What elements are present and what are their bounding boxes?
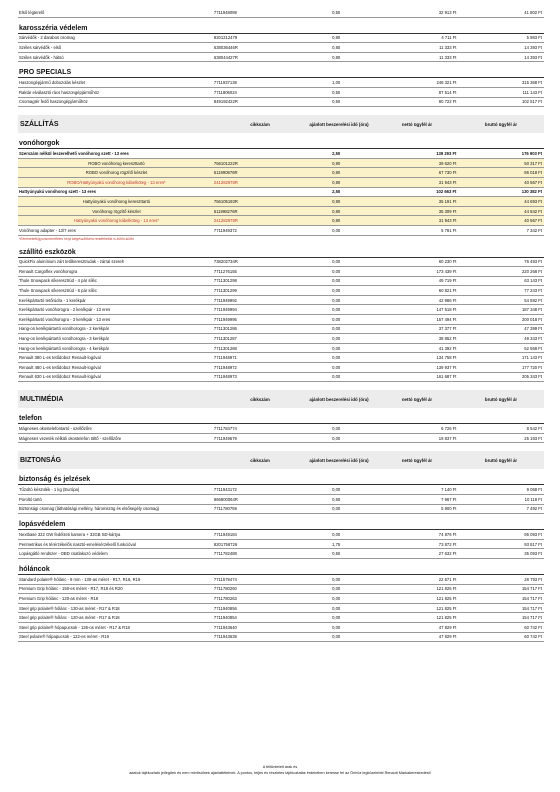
item-name: Thule Snowpack síkeresztrúd - 4 pár síléc: [19, 278, 97, 284]
item-name: Raktár elválasztó rács haszongépjárműhöz: [19, 89, 100, 95]
item-net-price: 248 321 Ft: [436, 80, 457, 86]
group-title: PRO SPECIALS: [18, 68, 544, 78]
item-install-time: 0,00: [332, 268, 341, 274]
table-row: [18, 315, 544, 325]
item-code: 7711948089: [213, 9, 237, 15]
table-row: [18, 325, 544, 335]
section-header-title: SZÁLLÍTÁS: [20, 120, 59, 128]
item-name: Poroltó tartó: [19, 496, 42, 502]
item-code: 7711301298: [213, 278, 237, 284]
item-code: 7711301288: [213, 345, 237, 351]
item-install-time: 0,00: [332, 595, 341, 601]
group-title: lopásvédelem: [18, 520, 544, 530]
item-name: Kerékpártartó vonóhorogra - 2 kerékpár - 13 eres: [19, 307, 111, 313]
item-install-time: 0,80: [332, 179, 341, 185]
item-name: Perimetrikus és térérzékelős riasztó-emelésérzékelő funkcióval: [19, 541, 136, 547]
item-install-time: 0,00: [332, 586, 341, 592]
item-install-time: 0,00: [332, 364, 341, 370]
item-net-price: 147 518 Ft: [436, 307, 457, 313]
table-row: [18, 363, 544, 373]
item-gross-price: 93 817 Ft: [524, 541, 542, 547]
item-net-price: 80 722 Ft: [438, 99, 457, 105]
item-net-price: 38 852 Ft: [438, 336, 457, 342]
item-install-time: 0,90: [332, 198, 341, 204]
column-header-net-price: nettó ügyfél ár: [401, 457, 433, 463]
table-row: [18, 434, 544, 444]
item-name: Tűzoltó készülék - 1 kg (Európa): [19, 487, 80, 493]
item-install-time: 0,00: [332, 374, 341, 380]
item-code: 7711806024: [213, 89, 237, 95]
table-row: [18, 613, 544, 623]
item-net-price: 7 967 Ft: [441, 496, 457, 502]
item-install-time: 0,00: [332, 307, 341, 313]
item-gross-price: 77 243 Ft: [524, 288, 542, 294]
item-net-price: 173 439 Ft: [436, 268, 457, 274]
item-name: Standard polaire® hólánc - 9 mm - 130-as méret - R17, R18, R19: [19, 576, 141, 582]
column-header-code: cikkszám: [250, 121, 270, 127]
item-name: Biztonsági csomag (láthatósági mellény, háromszög és elsősegély csomag): [19, 506, 160, 512]
table-row: [18, 575, 544, 585]
item-install-time: 1,00: [332, 80, 341, 86]
item-name: Steel polaire® hópapucsok - 122-es méret - R19: [19, 634, 109, 640]
item-install-time: 0,60: [332, 496, 341, 502]
item-name: Mágneses vezeték nélküli okostelefon töltő - szellőzőre: [19, 435, 122, 441]
item-code: 511990876R: [213, 170, 238, 176]
item-gross-price: 111 143 Ft: [522, 89, 542, 95]
item-gross-price: 7 342 Ft: [526, 227, 542, 233]
item-code: 756101222R: [213, 160, 238, 166]
table-row: [18, 286, 544, 296]
item-code: 7711782488: [213, 551, 237, 557]
item-net-price: 139 293 Ft: [436, 150, 457, 156]
item-install-time: 0,00: [332, 487, 341, 493]
table-row: [18, 197, 544, 207]
item-name: Nextbase 322 GW fedélzeti kamera + 32GB SD-kártya: [19, 531, 121, 537]
item-net-price: 161 687 Ft: [436, 374, 457, 380]
item-code: 7711949992: [213, 297, 237, 303]
item-name: Kerékpártartó vonóhorogra - 3 kerékpár - 13 eres: [19, 316, 111, 322]
item-gross-price: 44 842 Ft: [524, 208, 542, 214]
item-name: Renault 380 L-es tetődoboz Renault-logóval: [19, 355, 101, 361]
item-net-price: 41 392 Ft: [438, 345, 457, 351]
item-gross-price: 8 542 Ft: [526, 426, 542, 432]
section-header-title: BIZTONSÁG: [20, 456, 62, 464]
item-name: Hattyúnyakú vonóhorog kábelköteg - 13 eres*: [73, 218, 159, 224]
item-install-time: 0,50: [332, 9, 341, 15]
footer-line-2: adatok tájékoztató jellegűek és nem minősülnek ajánlattételnek. A pontos, teljes és részletes tájékoztatás érdekében keresse fel az Önhöz legközelebbi Renault Márkakereskedést!: [129, 771, 431, 775]
item-gross-price: 25 193 Ft: [524, 435, 542, 441]
item-name: Steel grip polaire® hópapucsok - 136-os méret - R17 & R18: [19, 624, 130, 630]
item-net-price: 134 758 Ft: [436, 355, 457, 361]
item-code: 738202734R: [213, 259, 238, 265]
item-net-price: 47 829 Ft: [438, 634, 457, 640]
item-code: 7711949994: [213, 307, 237, 313]
item-net-price: 19 837 Ft: [438, 435, 457, 441]
item-name: Szerszám nélkül leszerelhető vonóhorog szett - 13 eres: [19, 150, 129, 156]
item-net-price: 67 730 Ft: [438, 170, 457, 176]
item-net-price: 35 309 Ft: [438, 208, 457, 214]
item-install-time: 0,00: [332, 605, 341, 611]
item-code: 7711780759: [213, 506, 237, 512]
item-code: 7711301299: [213, 288, 237, 294]
column-header-net-price: nettó ügyfél ár: [401, 396, 433, 402]
table-row: [18, 334, 544, 344]
item-install-time: 0,90: [332, 160, 341, 166]
item-install-time: 1,75: [332, 541, 341, 547]
item-gross-price: 176 903 Ft: [521, 150, 542, 156]
item-install-time: 0,00: [332, 288, 341, 294]
item-name: Renault 480 L-es tetődoboz Renault-logóval: [19, 364, 101, 370]
item-install-time: 0,00: [332, 259, 341, 265]
item-install-time: 0,00: [332, 615, 341, 621]
section-header: [18, 115, 544, 133]
item-gross-price: 10 118 Ft: [524, 496, 542, 502]
item-gross-price: 41 802 Ft: [524, 9, 542, 15]
item-install-time: 2,50: [332, 189, 341, 195]
item-name: Mágneses okostelefontartó - szellőzőre: [19, 426, 92, 432]
item-install-time: 0,00: [332, 345, 341, 351]
item-code: 7711784774: [213, 426, 237, 432]
item-gross-price: 177 720 Ft: [521, 364, 542, 370]
item-code: 7711301287: [213, 336, 237, 342]
table-row: [18, 353, 544, 363]
table-row: [18, 226, 544, 236]
item-code: 7711301286: [213, 326, 237, 332]
item-name: Széles sárvédők - hátsó: [19, 54, 64, 60]
item-code: 241282978R: [213, 179, 238, 185]
item-name: Vonóhorog rögzítő készlet: [92, 208, 141, 214]
table-row: [18, 296, 544, 306]
item-gross-price: 54 592 Ft: [524, 297, 542, 303]
item-install-time: 0,00: [332, 435, 341, 441]
table-row: [18, 549, 544, 559]
item-gross-price: 154 717 Ft: [521, 615, 542, 621]
table-row: [18, 53, 544, 63]
item-name: ROBO vonóhorog kereszttartó: [88, 160, 145, 166]
item-gross-price: 76 493 Ft: [524, 259, 542, 265]
item-gross-price: 40 567 Ft: [524, 179, 542, 185]
column-header-gross-price: bruttó ügyfél ár: [484, 396, 518, 402]
item-net-price: 121 825 Ft: [436, 586, 457, 592]
item-code: 241282978R: [213, 218, 238, 224]
item-install-time: 0,50: [332, 551, 341, 557]
table-row: [18, 216, 544, 226]
table-row: [18, 305, 544, 315]
table-row: [18, 344, 544, 354]
item-gross-price: 52 568 Ft: [524, 345, 542, 351]
item-code: 7711949995: [213, 316, 237, 322]
item-net-price: 47 829 Ft: [438, 624, 457, 630]
footnote: *Elmenetelő/gyorsmenetfeles helyi kiegészítőként rendelhetők is külön-külön: [19, 236, 134, 241]
item-net-price: 7 140 Ft: [441, 487, 457, 493]
item-install-time: 0,00: [332, 316, 341, 322]
item-name: Hang-on kerékpártartó vonóhorogra - 2 kerékpár: [19, 326, 110, 332]
table-row: [18, 207, 544, 217]
item-install-time: 2,50: [332, 150, 341, 156]
item-gross-price: 60 742 Ft: [524, 624, 542, 630]
table-row: [18, 258, 544, 268]
item-name: Hang-on kerékpártartó vonóhorogra - 3 kerékpár: [19, 336, 110, 342]
item-net-price: 37 377 Ft: [438, 326, 457, 332]
group-title: telefon: [18, 414, 544, 424]
item-name: ROBO vonóhorog rögzítő készlet: [85, 170, 148, 176]
table-row: [18, 178, 544, 188]
item-name: Kerékpártartó tetőrúdra - 1 kerékpár: [19, 297, 86, 303]
item-install-time: 0,00: [332, 326, 341, 332]
group-title: karosszéria védelem: [18, 24, 544, 34]
item-install-time: 0,00: [332, 531, 341, 537]
item-code: 7711949184: [213, 531, 237, 537]
item-gross-price: 63 143 Ft: [524, 278, 542, 284]
item-gross-price: 5 983 Ft: [526, 35, 542, 41]
item-gross-price: 28 793 Ft: [524, 576, 542, 582]
item-name: Első légterelő: [19, 9, 45, 15]
price-list: [18, 8, 544, 642]
table-row: [18, 8, 544, 18]
group-title: vonóhorgok: [18, 139, 544, 149]
item-name: Premium Grip hólánc - 150-es méret - R17, R18 és R20: [19, 586, 123, 592]
table-row: [18, 373, 544, 383]
table-row: [18, 505, 544, 515]
table-row: [18, 34, 544, 44]
item-install-time: 0,80: [332, 54, 341, 60]
group-title: biztonság és jelzések: [18, 475, 544, 485]
item-gross-price: 200 018 Ft: [521, 316, 542, 322]
table-row: [18, 267, 544, 277]
item-install-time: 0,00: [332, 278, 341, 284]
item-gross-price: 14 393 Ft: [524, 44, 542, 50]
item-name: Steel grip polaire® hólánc - 120-as méret - R17 & R18: [19, 615, 120, 621]
item-net-price: 5 900 Ft: [441, 506, 457, 512]
table-row: [18, 188, 544, 198]
table-row: [18, 424, 544, 434]
item-name: Sárvédők - 2 darabos csomag: [19, 35, 75, 41]
footer-line-1: A feltüntetett árak és: [262, 765, 298, 769]
item-install-time: 0,80: [332, 208, 341, 214]
table-row: [18, 540, 544, 550]
item-net-price: 87 514 Ft: [438, 89, 457, 95]
item-name: Premium Grip hólánc - 120-as méret - R19: [19, 595, 99, 601]
item-install-time: 0,00: [332, 634, 341, 640]
item-gross-price: 154 717 Ft: [521, 595, 542, 601]
column-header-time: ajánlott beszerelési idő (óra): [309, 457, 369, 463]
item-name: Hang-on kerékpártartó vonóhorogra - 4 kerékpár: [19, 345, 110, 351]
item-gross-price: 154 717 Ft: [521, 605, 542, 611]
item-net-price: 49 719 Ft: [438, 278, 457, 284]
item-net-price: 11 333 Ft: [439, 54, 457, 60]
item-code: 966800064R: [213, 496, 238, 502]
item-install-time: 0,00: [332, 624, 341, 630]
item-net-price: 42 986 Ft: [438, 297, 457, 303]
item-name: Thule Snowpack síkeresztrúd - 6 pár síléc: [19, 288, 97, 294]
item-code: 7711276155: [213, 268, 237, 274]
item-gross-price: 60 742 Ft: [524, 634, 542, 640]
item-gross-price: 14 393 Ft: [524, 54, 542, 60]
item-net-price: 121 825 Ft: [436, 605, 457, 611]
item-install-time: 0,50: [332, 99, 341, 105]
item-net-price: 39 620 Ft: [438, 160, 457, 166]
item-net-price: 60 821 Ft: [438, 288, 457, 294]
table-row: [18, 98, 544, 108]
item-gross-price: 86 018 Ft: [524, 170, 542, 176]
item-code: 8201212479: [213, 35, 238, 41]
table-row: [18, 485, 544, 495]
item-gross-price: 49 343 Ft: [524, 336, 542, 342]
item-install-time: 0,50: [332, 89, 341, 95]
table-row: [18, 594, 544, 604]
item-gross-price: 171 143 Ft: [521, 355, 542, 361]
item-code: 7711943639: [213, 634, 237, 640]
item-code: 756105193R: [213, 198, 238, 204]
item-code: 7711948971: [213, 355, 237, 361]
item-install-time: 0,00: [332, 227, 341, 233]
item-gross-price: 220 268 Ft: [521, 268, 542, 274]
table-row: [18, 623, 544, 633]
item-net-price: 22 671 Ft: [438, 576, 457, 582]
item-code: 638044427R: [213, 54, 238, 60]
column-header-code: cikkszám: [250, 457, 270, 463]
item-code: 7711949679: [213, 435, 237, 441]
item-code: 7711578474: [213, 576, 237, 582]
table-row: [18, 277, 544, 287]
item-gross-price: 47 399 Ft: [524, 326, 542, 332]
item-name: Csomagtér fedő haszongépjárműhöz: [19, 99, 88, 105]
item-name: Hattyúnyakú vonóhorog kereszttartó: [82, 198, 151, 204]
item-gross-price: 40 567 Ft: [524, 218, 542, 224]
item-code: 7711943640: [213, 624, 237, 630]
section-header: [18, 390, 544, 408]
item-name: Renault Cargoflex vonóhorogra: [19, 268, 78, 274]
item-net-price: 35 191 Ft: [438, 198, 457, 204]
item-net-price: 6 726 Ft: [441, 426, 457, 432]
item-net-price: 31 943 Ft: [438, 179, 457, 185]
item-gross-price: 50 317 Ft: [524, 160, 542, 166]
item-gross-price: 205 343 Ft: [521, 374, 542, 380]
item-code: 511998276R: [213, 208, 238, 214]
item-name: ROBO/Hattyúnyakú vonóhorog kábelköteg - 13 eres*: [67, 179, 166, 185]
item-code: 849192422R: [213, 99, 238, 105]
item-install-time: 0,80: [332, 35, 341, 41]
column-header-time: ajánlott beszerelési idő (óra): [309, 396, 369, 402]
item-net-price: 27 632 Ft: [438, 551, 457, 557]
item-install-time: 0,00: [332, 506, 341, 512]
group-title: hóláncok: [18, 565, 544, 575]
item-gross-price: 187 348 Ft: [521, 307, 542, 313]
item-code: 7711943172: [213, 487, 237, 493]
footer: [0, 764, 560, 776]
item-gross-price: 102 517 Ft: [521, 99, 542, 105]
item-gross-price: 9 068 Ft: [526, 487, 542, 493]
section-header: [18, 451, 544, 469]
item-gross-price: 315 368 Ft: [521, 80, 542, 86]
item-net-price: 74 876 Ft: [438, 531, 457, 537]
table-row: [18, 585, 544, 595]
item-net-price: 102 663 Ft: [436, 189, 457, 195]
column-header-time: ajánlott beszerelési idő (óra): [309, 121, 369, 127]
item-net-price: 139 937 Ft: [436, 364, 457, 370]
item-net-price: 31 943 Ft: [438, 218, 457, 224]
item-gross-price: 130 382 Ft: [521, 189, 542, 195]
item-install-time: 0,80: [332, 170, 341, 176]
item-net-price: 32 913 Ft: [438, 9, 457, 15]
item-name: Renault 630 L-es tetődoboz Renault-logóval: [19, 374, 101, 380]
item-net-price: 60 230 Ft: [438, 259, 457, 265]
table-row: [18, 495, 544, 505]
item-install-time: 0,80: [332, 218, 341, 224]
item-name: Széles sárvédők - első: [19, 44, 62, 50]
item-net-price: 157 494 Ft: [436, 316, 457, 322]
item-name: Vonóhorog adapter - 13/7 eres: [19, 227, 76, 233]
item-install-time: 0,00: [332, 336, 341, 342]
table-row: [18, 530, 544, 540]
table-row: [18, 78, 544, 88]
item-net-price: 11 333 Ft: [439, 44, 457, 50]
table-row: [18, 604, 544, 614]
item-code: 7711780260: [213, 586, 237, 592]
item-name: Haszongépjármű dobozolás készlet: [19, 80, 86, 86]
item-code: 7711940854: [213, 615, 237, 621]
table-row: [18, 43, 544, 53]
item-code: 7711940856: [213, 605, 237, 611]
item-net-price: 121 825 Ft: [436, 615, 457, 621]
item-net-price: 73 872 Ft: [438, 541, 457, 547]
item-install-time: 0,00: [332, 355, 341, 361]
item-code: 7711948972: [213, 364, 237, 370]
item-install-time: 0,00: [332, 576, 341, 582]
item-name: Hattyúnyakú vonóhorog szett - 13 eres: [19, 189, 97, 195]
item-code: 638036446R: [213, 44, 238, 50]
item-code: 7711937138: [213, 80, 237, 86]
item-gross-price: 44 693 Ft: [524, 198, 542, 204]
item-net-price: 121 825 Ft: [436, 595, 457, 601]
item-install-time: 0,00: [332, 426, 341, 432]
column-header-code: cikkszám: [250, 396, 270, 402]
item-gross-price: 35 093 Ft: [524, 551, 542, 557]
item-gross-price: 154 717 Ft: [521, 586, 542, 592]
item-name: Steel grip polaire® hólánc - 130-as méret - R17 & R18: [19, 605, 120, 611]
item-net-price: 4 711 Ft: [441, 35, 457, 41]
table-row: [18, 633, 544, 643]
item-install-time: 0,80: [332, 44, 341, 50]
item-code: 7711948973: [213, 374, 237, 380]
item-name: QuickFix alumínium zárt tetőkeresztrudak - zárral szerelt: [19, 259, 124, 265]
item-code: 8201756726: [213, 541, 238, 547]
item-gross-price: 95 093 Ft: [524, 531, 542, 537]
item-net-price: 5 781 Ft: [441, 227, 457, 233]
item-code: 7711780263: [213, 595, 237, 601]
item-gross-price: 7 492 Ft: [526, 506, 542, 512]
item-name: Lopásgátló rendszer - OBD csatlakozó védelem: [19, 551, 108, 557]
column-header-net-price: nettó ügyfél ár: [401, 121, 433, 127]
table-row: [18, 88, 544, 98]
table-row: [18, 168, 544, 178]
table-row: [18, 159, 544, 169]
group-title: szállító eszközök: [18, 248, 544, 258]
column-header-gross-price: bruttó ügyfél ár: [484, 457, 518, 463]
column-header-gross-price: bruttó ügyfél ár: [484, 121, 518, 127]
table-row: [18, 149, 544, 159]
item-code: 7711949372: [213, 227, 237, 233]
item-install-time: 0,00: [332, 297, 341, 303]
section-header-title: MULTIMÉDIA: [20, 395, 64, 403]
